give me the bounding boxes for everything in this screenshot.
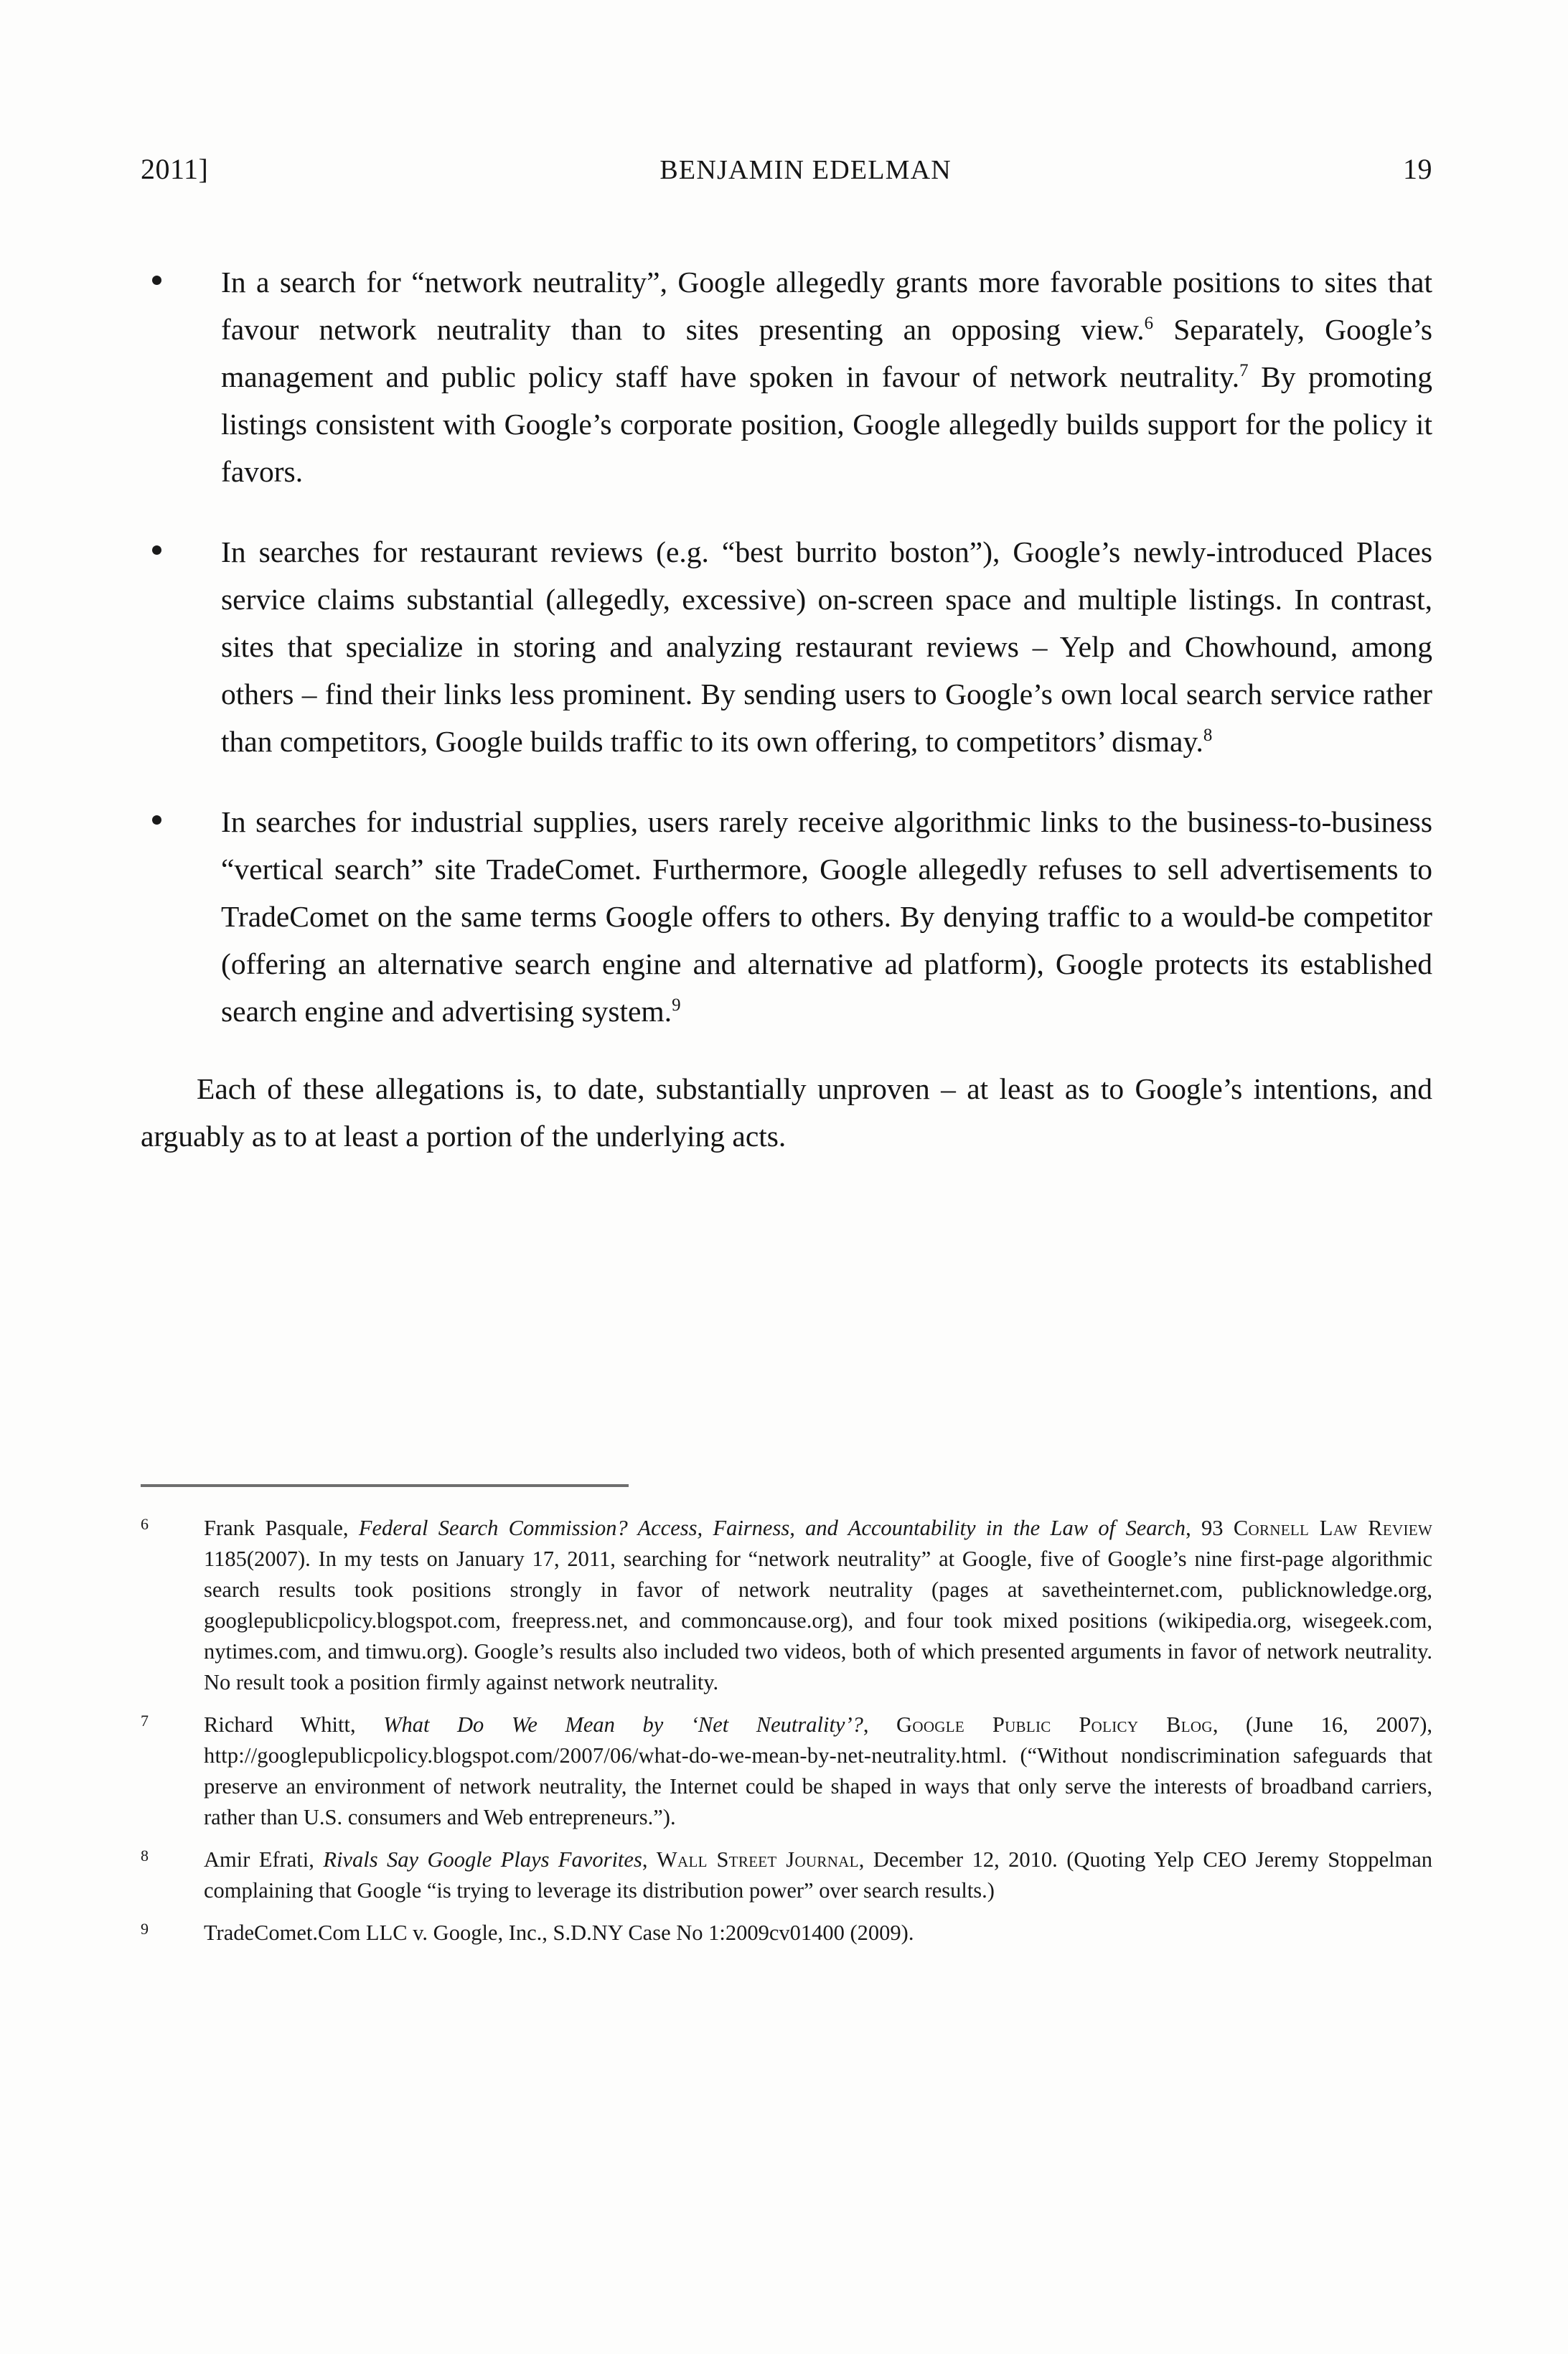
- footnote-title-italic: Rivals Say Google Plays Favorites: [323, 1847, 642, 1872]
- bullet-dot-icon: [152, 545, 161, 555]
- bullet-text-segment: In searches for restaurant reviews (e.g. “best burrito boston”), Google’s newly-introduced Places service claims substantial (allegedly, excessive) on-screen space and multiple listings. In contrast, sites that specialize in storing and analyzing restaurant reviews – Yelp and Chowhound, among others – find their links less prominent. By sending users to Google’s own local search service rather than competitors, Google builds traffic to its own offering, to competitors’ dismay.: [221, 535, 1432, 758]
- footnote-text: (“Without nondiscrimination safeguards that preserve an environment of network neutrality, the Internet could be shaped in ways that only serve the interests of broadband carriers, rather than U.S. consumers and Web entrepreneurs.”).: [204, 1743, 1432, 1829]
- bullet-text-segment: Separately, Google’s management and public policy staff have spoken in favour of network neutrality.: [221, 313, 1432, 393]
- footnote-ref-9[interactable]: 9: [672, 995, 681, 1016]
- footnote-text: Amir Efrati,: [204, 1847, 324, 1872]
- bullet-dot-icon: [152, 815, 161, 825]
- footnote-text: , (June 16, 2007),: [1212, 1712, 1433, 1737]
- running-head-author: BENJAMIN EDELMAN: [659, 155, 952, 185]
- footnote-source-smallcaps: Google Public Policy Blog: [896, 1712, 1213, 1737]
- allegations-list: [141, 258, 1432, 1035]
- footnote-title-italic: Federal Search Commission? Access, Fairness, and Accountability in the Law of Search: [358, 1516, 1186, 1540]
- footnotes-section: [141, 1513, 1432, 1949]
- footnote-6: [141, 1513, 1432, 1698]
- footnote-ref-7[interactable]: 7: [1239, 361, 1249, 381]
- footnote-number: 6: [141, 1515, 149, 1533]
- footnote-number: 7: [141, 1712, 149, 1730]
- footnote-text: 1185(2007). In my tests on January 17, 2011, searching for “network neutrality” at Google, five of Google’s nine first-page algorithmic search results took positions strongly in favor of network neutrality (pages at savetheinternet.com, publicknowledge.org, googlepublicpolicy.blogspot.com, freepress.net, and commoncause.org), and four took mixed positions (wikipedia.org, wisegeek.com, nytimes.com, and timwu.org). Google’s results also included two videos, both of which presented arguments in favor of network neutrality. No result took a position firmly against network neutrality.: [204, 1547, 1432, 1694]
- footnote-text: Frank Pasquale,: [204, 1516, 359, 1540]
- footnote-journal-smallcaps: Cornell Law Review: [1233, 1516, 1433, 1540]
- footnote-number: 8: [141, 1847, 149, 1865]
- running-head-year: 2011]: [141, 153, 209, 185]
- footnote-number: 9: [141, 1920, 149, 1938]
- footnote-9: [141, 1918, 1432, 1949]
- footnote-text: TradeComet.Com LLC v. Google, Inc., S.D.NY Case No 1:2009cv01400 (2009).: [204, 1921, 914, 1945]
- body-content: [141, 258, 1432, 1160]
- list-item-restaurant-reviews: [141, 528, 1432, 765]
- footnote-text: Richard Whitt,: [204, 1712, 384, 1737]
- footnote-separator-rule: [141, 1484, 629, 1487]
- footnote-ref-8[interactable]: 8: [1203, 726, 1213, 746]
- footnote-text: , December 12, 2010. (Quoting Yelp CEO Jeremy Stoppelman complaining that Google “is trying to leverage its distribution power” over search results.): [204, 1847, 1432, 1903]
- list-item-industrial-supplies: [141, 798, 1432, 1035]
- footnote-7: [141, 1710, 1432, 1833]
- footnote-text: ,: [863, 1712, 897, 1737]
- closing-paragraph: Each of these allegations is, to date, substantially unproven – at least as to Google’s intentions, and arguably as to at least a portion of the underlying acts.: [141, 1072, 1432, 1153]
- footnote-url[interactable]: http://googlepublicpolicy.blogspot.com/2007/06/what-do-we-mean-by-net-neutrality.html.: [204, 1743, 1008, 1768]
- footnote-ref-6[interactable]: 6: [1144, 314, 1154, 334]
- bullet-text-segment: In a search for “network neutrality”, Google allegedly grants more favorable positions to sites that favour network neutrality than to sites presenting an opposing view.: [221, 266, 1432, 346]
- bullet-text-segment: By promoting listings consistent with Google’s corporate position, Google allegedly builds support for the policy it favors.: [221, 360, 1433, 488]
- running-head: [141, 152, 1432, 186]
- footnote-source-smallcaps: Wall Street Journal: [656, 1847, 859, 1872]
- bullet-dot-icon: [152, 276, 161, 285]
- footnote-text: , 93: [1186, 1516, 1234, 1540]
- footnote-8: [141, 1844, 1432, 1906]
- bullet-text-segment: In searches for industrial supplies, users rarely receive algorithmic links to the business-to-business “vertical search” site TradeComet. Furthermore, Google allegedly refuses to sell advertisements to TradeComet on the same terms Google offers to others. By denying traffic to a would-be competitor (offering an alternative search engine and alternative ad platform), Google protects its established search engine and advertising system.: [221, 805, 1432, 1028]
- page-number: 19: [1403, 153, 1432, 185]
- list-item-network-neutrality: [141, 258, 1432, 495]
- footnote-text: ,: [642, 1847, 657, 1872]
- footnote-title-italic: What Do We Mean by ‘Net Neutrality’?: [383, 1712, 863, 1737]
